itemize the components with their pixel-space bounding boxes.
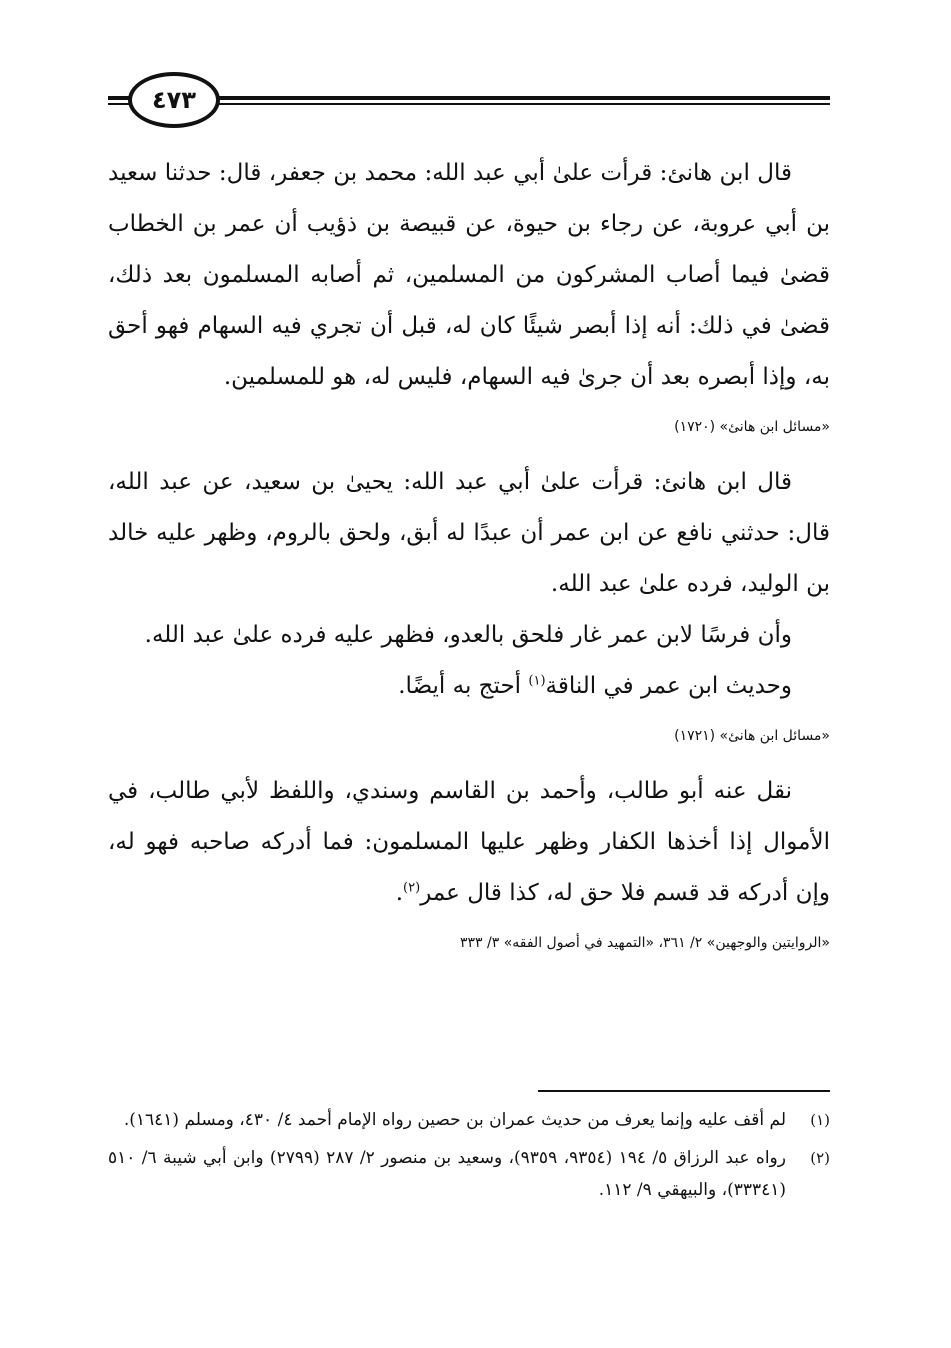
footnotes <box>108 1104 830 1212</box>
page-number: ٤٧٣ <box>128 72 220 128</box>
paragraph-5 <box>108 766 830 919</box>
paragraph-1: قال ابن هانئ: قرأت علىٰ أبي عبد الله: محمد بن جعفر، قال: حدثنا سعيد بن أبي عروبة، عن رجاء بن حيوة، عن قبيصة بن ذؤيب أن عمر بن الخطاب قضىٰ فيما أصاب المشركون من المسلمين، ثم أصابه المسلمون بعد ذلك، قضىٰ في ذلك: أنه إذا أبصر شيئًا كان له، قبل أن تجري فيه السهام فهو أحق به، وإذا أبصره بعد أن جرىٰ فيه السهام، فليس له، هو للمسلمين. <box>108 160 830 390</box>
footnote-number: (١) <box>810 1111 830 1129</box>
paragraph-2: قال ابن هانئ: قرأت علىٰ أبي عبد الله: يحيىٰ بن سعيد، عن عبد الله، قال: حدثني نافع عن ابن عمر أن عبدًا له أبق، ولحق بالروم، وظهر عليه خالد بن الوليد، فرده علىٰ عبد الله. <box>108 469 830 597</box>
footnote-text: رواه عبد الرزاق ٥/ ١٩٤ (٩٣٥٤، ٩٣٥٩)، وسعيد بن منصور ٢/ ٢٨٧ (٢٧٩٩) وابن أبي شيبة ٦/ ٥١٠ (٣٣٣٤١)، والبيهقي ٩/ ١١٢. <box>108 1148 786 1200</box>
source-reference-2: «مسائل ابن هانئ» (١٧٢١) <box>674 728 830 744</box>
footnote-number: (٢) <box>810 1149 830 1167</box>
footnote-separator <box>538 1090 830 1092</box>
paragraph-3: وأن فرسًا لابن عمر غار فلحق بالعدو، فظهر عليه فرده علىٰ عبد الله. <box>144 622 792 648</box>
paragraph-5-text: نقل عنه أبو طالب، وأحمد بن القاسم وسندي، واللفظ لأبي طالب، في الأموال إذا أخذها الكفار وظهر عليها المسلمون: فما أدركه صاحبه فهو له، وإن أدركه قد قسم فلا حق له، كذا قال عمر <box>108 778 830 906</box>
source-reference-3: «الروايتين والوجهين» ٢/ ٣٦١، «التمهيد في أصول الفقه» ٣/ ٣٣٣ <box>459 935 830 951</box>
footnote-1 <box>108 1104 830 1136</box>
main-text <box>108 148 830 955</box>
paragraph-4 <box>108 661 830 712</box>
paragraph-5-text-end: . <box>395 880 404 906</box>
footnote-2 <box>108 1142 830 1206</box>
paragraph-4-text: وحديث ابن عمر في الناقة <box>545 673 792 699</box>
source-reference-1: «مسائل ابن هانئ» (١٧٢٠) <box>674 419 830 435</box>
footnote-text: لم أقف عليه وإنما يعرف من حديث عمران بن حصين رواه الإمام أحمد ٤/ ٤٣٠، ومسلم (١٦٤١). <box>123 1110 786 1130</box>
page-header <box>108 70 830 130</box>
paragraph-4-text-end: أحتج به أيضًا. <box>398 673 529 699</box>
footnote-mark-2[interactable]: (٢) <box>403 880 421 896</box>
footnote-mark-1[interactable]: (١) <box>528 673 546 689</box>
